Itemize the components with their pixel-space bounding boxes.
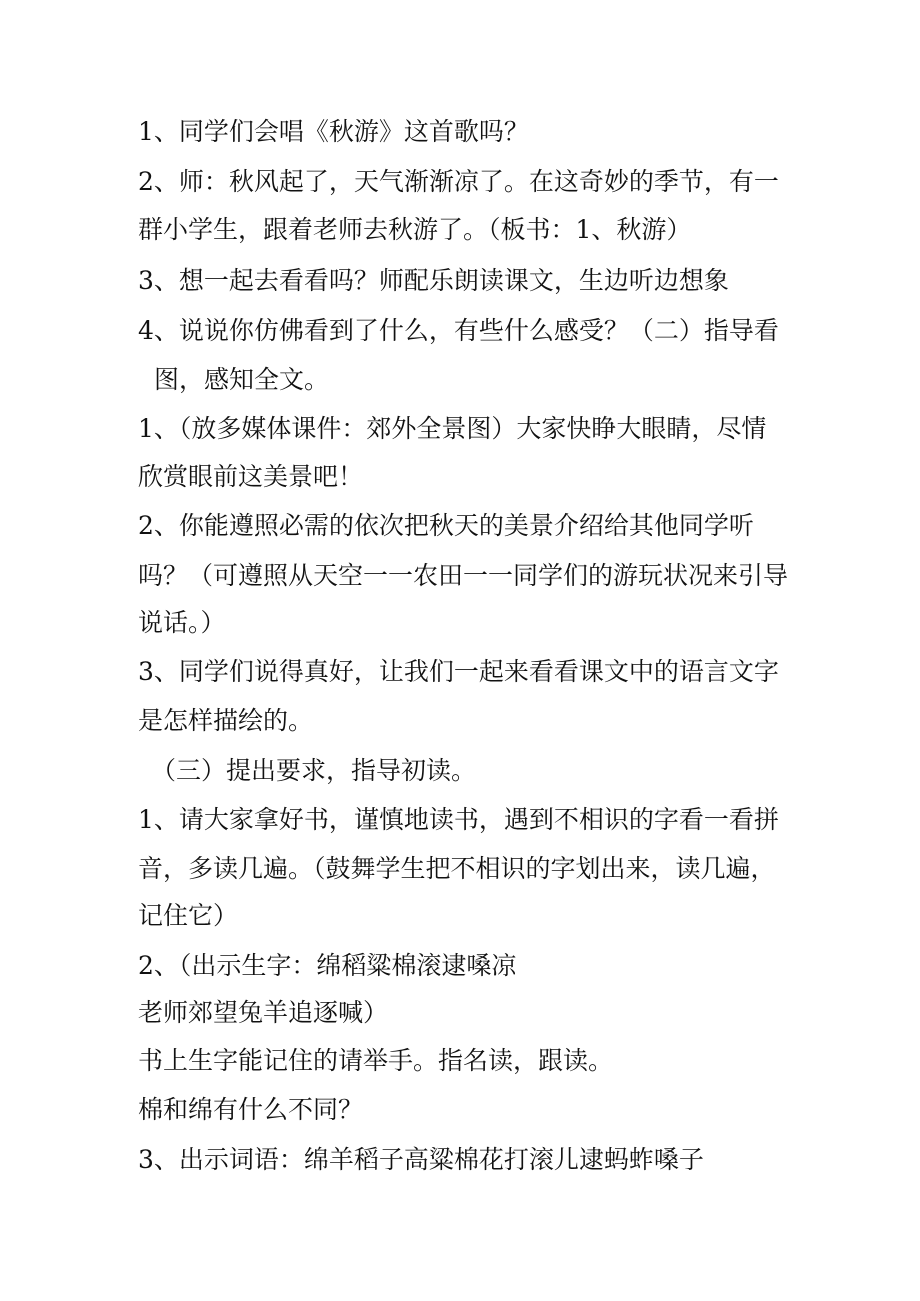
text-line: 1、请大家拿好书，谨慎地读书，遇到不相识的字看一看拼 bbox=[138, 805, 779, 834]
text-line: 欣赏眼前这美景吧！ bbox=[138, 462, 364, 491]
text-line: 群小学生，跟着老师去秋游了。（板书：1、秋游） bbox=[138, 215, 692, 244]
text-line: 音，多读几遍。（鼓舞学生把不相识的字划出来，读几遍， bbox=[138, 854, 776, 883]
text-line: 3、想一起去看看吗？师配乐朗读课文，生边听边想象 bbox=[138, 266, 729, 295]
text-line: 1、（放多媒体课件：郊外全景图）大家快睁大眼睛，尽情 bbox=[138, 414, 767, 443]
text-line: 3、同学们说得真好，让我们一起来看看课文中的语言文字 bbox=[138, 657, 779, 686]
text-line: 2、（出示生字：绵稻粱棉滚逮嗓凉 bbox=[138, 951, 517, 980]
text-line: 图，感知全文。 bbox=[154, 365, 330, 394]
text-line: 2、你能遵照必需的依次把秋天的美景介绍给其他同学听 bbox=[138, 511, 754, 540]
text-line: 老师郊望兔羊追逐喊） bbox=[138, 998, 389, 1027]
text-line: 棉和绵有什么不同？ bbox=[138, 1095, 364, 1124]
text-line: 说话。） bbox=[138, 608, 226, 637]
text-line: （三）提出要求，指导初读。 bbox=[151, 756, 477, 785]
text-line: 4、说说你仿佛看到了什么，有些什么感受？（二）指导看 bbox=[138, 316, 779, 345]
text-line: 书上生字能记住的请举手。指名读，跟读。 bbox=[138, 1046, 614, 1075]
text-line: 记住它） bbox=[138, 901, 239, 930]
text-line: 吗？（可遵照从天空一一农田一一同学们的游玩状况来引导 bbox=[138, 561, 789, 590]
text-line: 2、师：秋风起了，天气渐渐凉了。在这奇妙的季节，有一 bbox=[138, 167, 779, 196]
text-line: 是怎样描绘的。 bbox=[138, 706, 314, 735]
text-line: 1、同学们会唱《秋游》这首歌吗？ bbox=[138, 117, 529, 146]
text-line: 3、出示词语：绵羊稻子高粱棉花打滚儿逮蚂蚱嗓子 bbox=[138, 1145, 704, 1174]
